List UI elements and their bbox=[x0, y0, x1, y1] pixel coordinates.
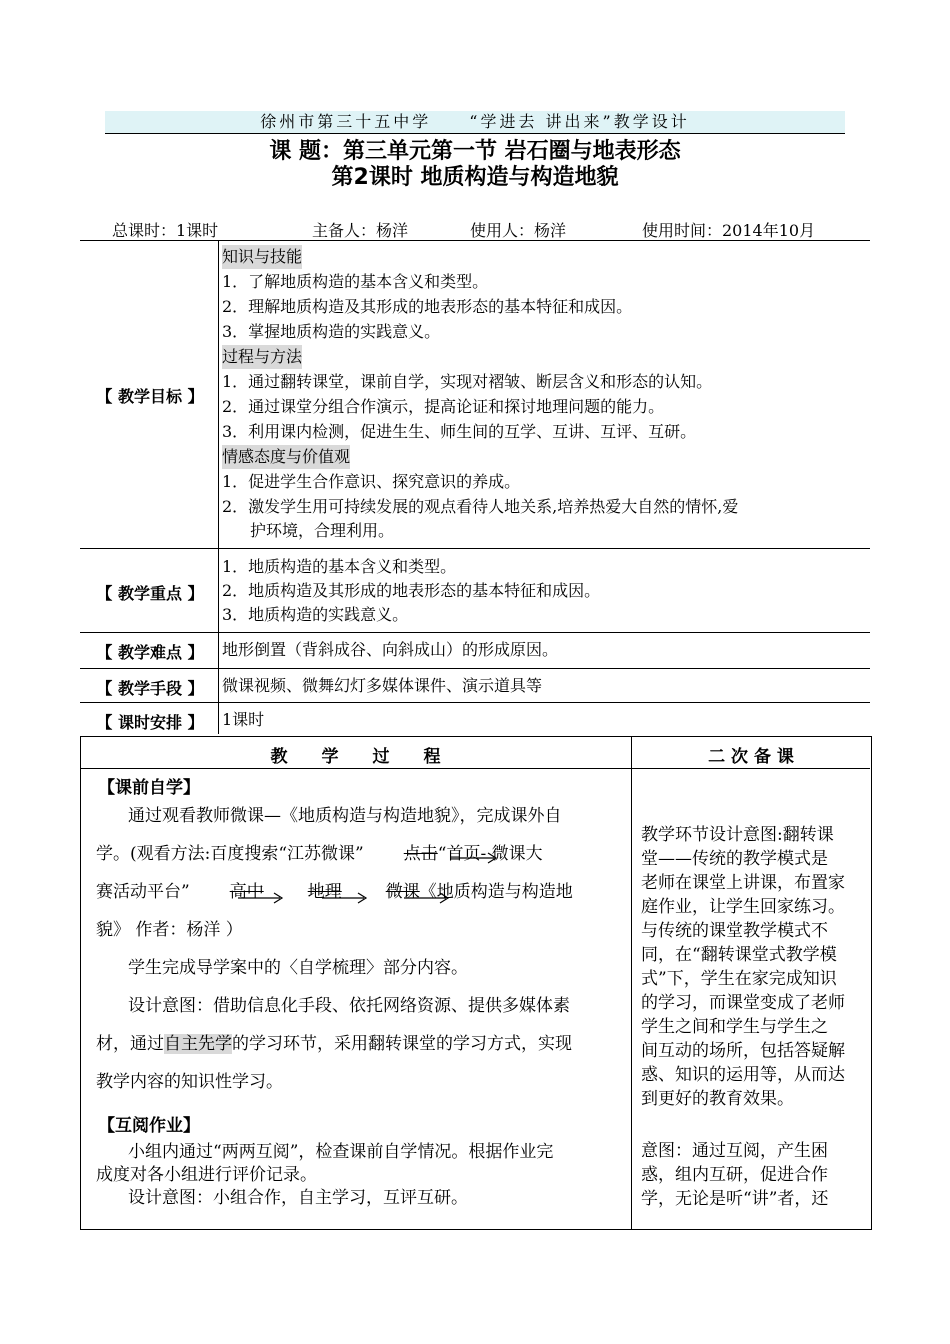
side-note-line: 间互动的场所，包括答疑解 bbox=[641, 1041, 845, 1061]
row-divider bbox=[80, 668, 870, 669]
row-divider bbox=[80, 548, 870, 549]
goals-item: 1．促进学生合作意识、探究意识的养成。 bbox=[222, 472, 521, 491]
goals-label: 【 教学目标 】 bbox=[96, 387, 204, 406]
side-note-line: 到更好的教育效果。 bbox=[641, 1089, 794, 1109]
goals-item: 2．通过课堂分组合作演示，提高论证和探讨地理问题的能力。 bbox=[222, 397, 665, 416]
side-note-line: 的学习，而课堂变成了老师 bbox=[641, 993, 845, 1013]
meta-time: 使用时间：2014年10月 bbox=[642, 221, 816, 240]
schedule-label: 【 课时安排 】 bbox=[96, 713, 204, 732]
path-step-microlesson: 微课 bbox=[385, 882, 420, 902]
side-note-line: 式”下，学生在家完成知识 bbox=[641, 969, 837, 989]
path-step-click: 点击 bbox=[403, 844, 438, 864]
process-line: 小组内通过“两两互阅”，检查课前自学情况。根据作业完 bbox=[128, 1142, 554, 1162]
side-note-line: 学，无论是听“讲”者，还 bbox=[641, 1189, 829, 1209]
goals-item: 1．了解地质构造的基本含义和类型。 bbox=[222, 272, 489, 291]
side-note-line: 学生之间和学生与学生之 bbox=[641, 1017, 828, 1037]
goals-item: 1．通过翻转课堂，课前自学，实现对褶皱、断层含义和形态的认知。 bbox=[222, 372, 713, 391]
goals-item: 3．利用课内检测，促进生生、师生间的互学、互讲、互评、互研。 bbox=[222, 422, 697, 441]
difficulty-label: 【 教学难点 】 bbox=[96, 643, 204, 662]
goals-heading-process: 过程与方法 bbox=[222, 345, 302, 369]
goals-item: 2．理解地质构造及其形成的地表形态的基本特征和成因。 bbox=[222, 297, 633, 316]
goals-item: 2．激发学生用可持续发展的观点看待人地关系,培养热爱大自然的情怀,爱 bbox=[222, 497, 739, 516]
process-header-divider bbox=[80, 768, 870, 769]
process-line: 貌》 作者：杨洋 ） bbox=[96, 920, 243, 940]
goals-item: 护环境，合理利用。 bbox=[250, 521, 395, 540]
row-divider bbox=[80, 702, 870, 703]
side-note-line: 堂——传统的教学模式是 bbox=[641, 849, 828, 869]
goals-heading-knowledge: 知识与技能 bbox=[222, 245, 302, 269]
process-line: 学。(观看方法:百度搜索“江苏微课” 点击“首页- 微课大 bbox=[96, 844, 543, 864]
process-line: 材，通过自主先学的学习环节，采用翻转课堂的学习方式，实现 bbox=[96, 1034, 572, 1054]
meta-row bbox=[80, 216, 870, 241]
side-note-line: 惑、知识的运用等，从而达 bbox=[641, 1065, 845, 1085]
means-text: 微课视频、微舞幻灯多媒体课件、演示道具等 bbox=[222, 676, 543, 695]
goals-item: 3．掌握地质构造的实践意义。 bbox=[222, 322, 441, 341]
process-column-header: 教 学 过 程 bbox=[270, 747, 441, 767]
keypoints-label: 【 教学重点 】 bbox=[96, 584, 204, 603]
path-step-geography: 地理 bbox=[307, 882, 342, 902]
schedule-text: 1课时 bbox=[222, 710, 265, 729]
lesson-title: 课 题：第三单元第一节 岩石圈与地表形态 bbox=[269, 139, 681, 164]
section-title-peer-review: 【互阅作业】 bbox=[98, 1116, 200, 1136]
school-header: 徐州市第三十五中学 “学进去 讲出来”教学设计 bbox=[105, 111, 845, 134]
process-line: 赛活动平台” 高中 地理 微课《地质构造与构造地 bbox=[96, 882, 573, 902]
process-line: 教学内容的知识性学习。 bbox=[96, 1072, 283, 1092]
side-note-line: 同，在“翻转课堂式教学模 bbox=[641, 945, 837, 965]
keypoint-item: 2．地质构造及其形成的地表形态的基本特征和成因。 bbox=[222, 581, 601, 600]
means-label: 【 教学手段 】 bbox=[96, 679, 204, 698]
side-note-line: 庭作业，让学生回家练习。 bbox=[641, 897, 845, 917]
keypoint-item: 1．地质构造的基本含义和类型。 bbox=[222, 557, 457, 576]
process-line: 设计意图：小组合作，自主学习，互评互研。 bbox=[128, 1188, 468, 1208]
row-divider bbox=[80, 632, 870, 633]
process-line: 设计意图：借助信息化手段、依托网络资源、提供多媒体素 bbox=[128, 996, 570, 1016]
path-step-highschool: 高中 bbox=[229, 882, 264, 902]
revision-column-header: 二 次 备 课 bbox=[708, 747, 794, 767]
side-note-line: 与传统的课堂教学模式不 bbox=[641, 921, 828, 941]
side-note-line: 老师在课堂上讲课，布置家 bbox=[641, 873, 845, 893]
process-line: 成度对各小组进行评价记录。 bbox=[96, 1165, 317, 1185]
side-note-line: 意图：通过互阅，产生困 bbox=[641, 1141, 828, 1161]
lesson-subtitle: 第2课时 地质构造与构造地貌 bbox=[331, 165, 619, 190]
side-note-line: 教学环节设计意图:翻转课 bbox=[641, 825, 834, 845]
side-note-line: 惑，组内互研，促进合作 bbox=[641, 1165, 828, 1185]
difficulty-text: 地形倒置（背斜成谷、向斜成山）的形成原因。 bbox=[222, 640, 559, 659]
process-line: 学生完成导学案中的〈自学梳理〉部分内容。 bbox=[128, 958, 468, 978]
process-line: 通过观看教师微课—《地质构造与构造地貌》，完成课外自 bbox=[128, 806, 562, 826]
meta-total: 总课时：1课时 bbox=[112, 221, 219, 240]
highlight-self-study: 自主先学 bbox=[164, 1034, 232, 1054]
meta-user: 使用人：杨洋 bbox=[470, 221, 567, 240]
keypoint-item: 3．地质构造的实践意义。 bbox=[222, 605, 409, 624]
goals-heading-emotion: 情感态度与价值观 bbox=[222, 445, 350, 469]
meta-prepared: 主备人：杨洋 bbox=[312, 221, 409, 240]
path-arrows-icon bbox=[236, 878, 656, 908]
process-column-divider bbox=[631, 736, 632, 1230]
section-title-preview: 【课前自学】 bbox=[98, 778, 200, 798]
